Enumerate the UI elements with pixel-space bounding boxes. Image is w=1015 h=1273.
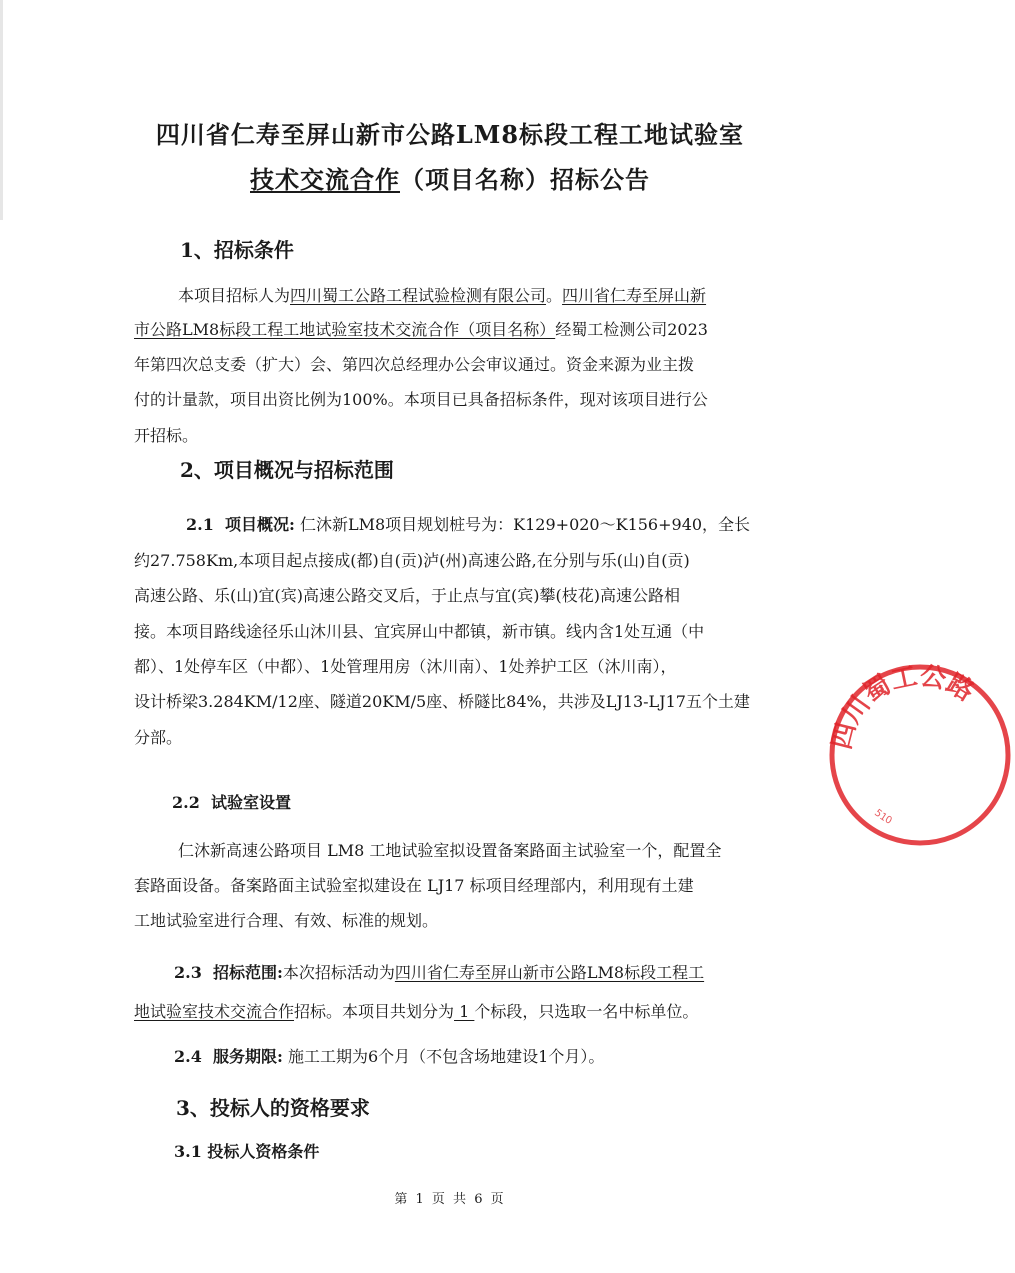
page-footer: 第 1 页 共 6 页 [394, 1192, 506, 1207]
s23-project-name-1: 四川省仁寿至屏山新市公路LM8标段工程工 [394, 963, 705, 982]
s1-text: 。 [546, 286, 563, 305]
s23-text: 招标。本项目共划分为 [294, 1002, 455, 1021]
s1-text: 本项目招标人为 [178, 286, 291, 305]
svg-text:四川蜀工公路: 四川蜀工公路 [826, 661, 979, 753]
s1-line-1 [178, 283, 706, 306]
s23-line-1 [174, 960, 704, 983]
s23-line-2 [134, 999, 698, 1022]
s21-line-4: 接。本项目路线途径乐山沐川县、宜宾屏山中都镇，新市镇。线内含1处互通（中 [134, 622, 705, 641]
s23-text: 个标段，只选取一名中标单位。 [474, 1002, 699, 1021]
s22-line-1: 仁沐新高速公路项目 LM8 工地试验室拟设置备案路面主试验室一个，配置全 [178, 841, 722, 860]
title-line-1: 四川省仁寿至屏山新市公路LM8标段工程工地试验室 [155, 120, 745, 149]
project-name-part-2: 市公路LM8标段工程工地试验室技术交流合作（项目名称） [134, 320, 556, 339]
s31-heading: 3.1 投标人资格条件 [174, 1142, 320, 1161]
s23-text: 本次招标活动为 [282, 963, 395, 982]
title-underlined-part: 技术交流合作 [250, 165, 400, 194]
s22-heading: 2.2 试验室设置 [172, 793, 291, 812]
s24-label: 2.4 服务期限: [174, 1047, 283, 1066]
s21-line-3: 高速公路、乐(山)宜(宾)高速公路交叉后，于止点与宜(宾)攀(枝花)高速公路相 [134, 586, 680, 605]
title-rest: （项目名称）招标公告 [400, 165, 650, 194]
s22-line-3: 工地试验室进行合理、有效、标准的规划。 [134, 911, 439, 930]
lot-count: 1 [454, 1002, 475, 1021]
s21-label: 2.1 项目概况: [186, 515, 295, 534]
s1-line-4: 付的计量款，项目出资比例为100%。本项目已具备招标条件，现对该项目进行公 [134, 390, 708, 409]
section-1-heading: 1、招标条件 [180, 238, 294, 262]
s23-project-name-2: 地试验室技术交流合作 [134, 1002, 295, 1021]
company-seal-stamp [825, 660, 1015, 850]
s1-line-3: 年第四次总支委（扩大）会、第四次总经理办公会审议通过。资金来源为业主拨 [134, 355, 695, 374]
project-name-part-1: 四川省仁寿至屏山新 [562, 286, 707, 305]
s22-line-2: 套路面设备。备案路面主试验室拟建设在 LJ17 标项目经理部内，利用现有土建 [134, 876, 694, 895]
s21-line-7: 分部。 [134, 728, 183, 747]
s24-line [174, 1044, 604, 1067]
s21-line-5: 都）、1处停车区（中都）、1处管理用房（沐川南）、1处养护工区（沐川南）， [134, 657, 677, 676]
section-3-heading: 3、投标人的资格要求 [176, 1096, 370, 1120]
title-line-2 [0, 160, 900, 195]
s1-line-2 [134, 317, 708, 340]
s21-line-1 [186, 512, 750, 535]
svg-text:510: 510 [872, 807, 894, 827]
section-2-heading: 2、项目概况与招标范围 [180, 458, 394, 482]
s21-line-6: 设计桥梁3.284KM/12座、隧道20KM/5座、桥隧比84%，共涉及LJ13-LJ17五个土建 [134, 692, 750, 711]
s21-text: 仁沐新LM8项目规划桩号为：K129+020～K156+940，全长 [299, 515, 751, 534]
s1-text: 经蜀工检测公司2023 [555, 320, 708, 339]
s24-text: 施工工期为6个月（不包含场地建设1个月）。 [287, 1047, 605, 1066]
s21-line-2: 约27.758Km,本项目起点接成(都)自(贡)泸(州)高速公路,在分别与乐(山)自(贡) [134, 551, 690, 570]
s1-line-5: 开招标。 [134, 426, 199, 445]
tenderer-name: 四川蜀工公路工程试验检测有限公司 [290, 286, 547, 305]
s23-label: 2.3 招标范围: [174, 963, 283, 982]
